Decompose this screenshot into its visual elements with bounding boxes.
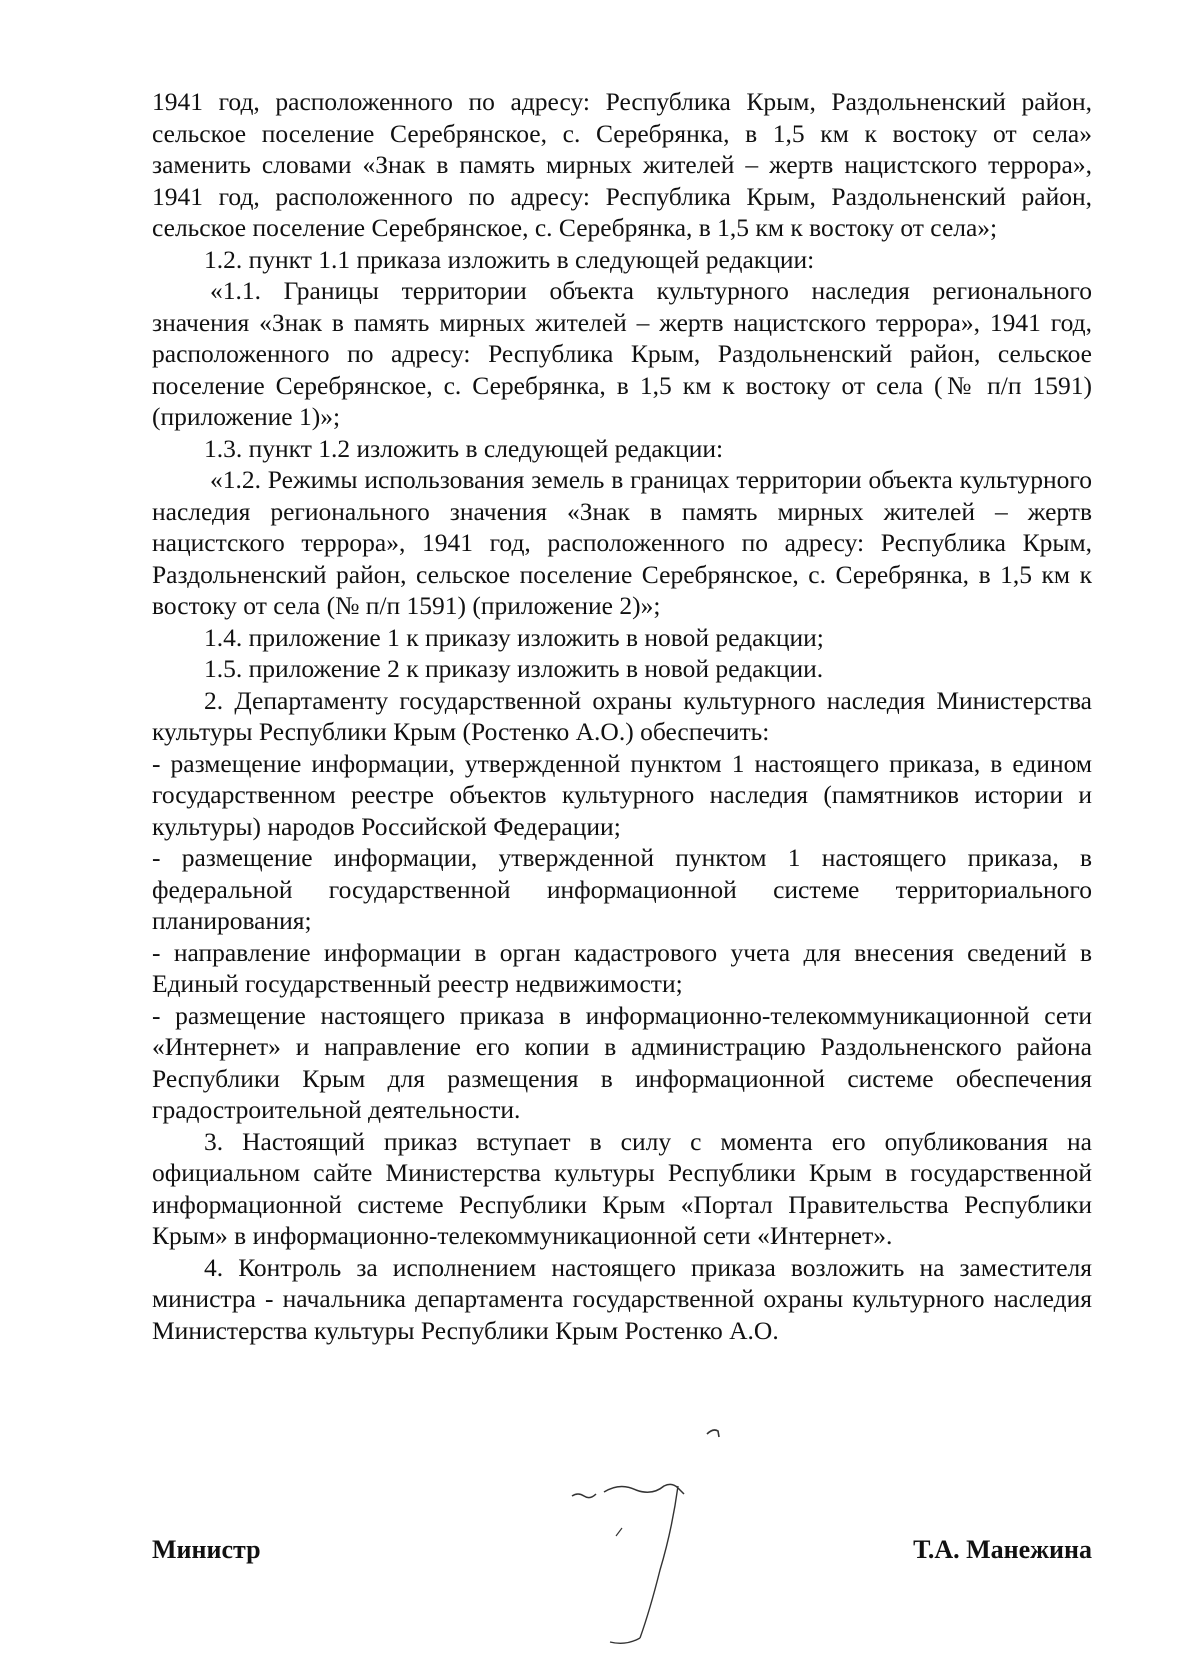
bullet-cadastre: - направление информации в орган кадастрового учета для внесения сведений в Единый государственный реестр недвижимости; — [152, 937, 1092, 998]
document-body — [152, 86, 1092, 1346]
paragraph-item-1-3: 1.3. пункт 1.2 изложить в следующей редакции: — [204, 433, 724, 463]
signature-block — [152, 1535, 1092, 1575]
paragraph-item-1-4: 1.4. приложение 1 к приказу изложить в новой редакции; — [204, 622, 824, 652]
paragraph-quote-1-2: «1.2. Режимы использования земель в границах территории объекта культурного наследия регионального значения «Знак в память мирных жителей – жертв нацистского террора», 1941 год, расположенного по адресу: Республика Крым, Раздольненский район, сельское поселение Серебрянское, с. Серебрянка, в 1,5 км к востоку от села (№ п/п 1591) (приложение 2)»; — [152, 465, 1092, 620]
paragraph-item-1-5: 1.5. приложение 2 к приказу изложить в новой редакции. — [204, 654, 824, 683]
signatory-name: Т.А. Манежина — [913, 1535, 1092, 1564]
paragraph-item-1-2: 1.2. пункт 1.1 приказа изложить в следующей редакции: — [204, 244, 815, 274]
bullet-internet: - размещение настоящего приказа в информационно-телекоммуникационной сети «Интернет» и направление его копии в администрацию Раздольненского района Республики Крым для размещения в информационной системе обеспечения градостроительной деятельности. — [152, 1000, 1092, 1124]
paragraph-continuation: 1941 год, расположенного по адресу: Республика Крым, Раздольненский район, сельское поселение Серебрянское, с. Серебрянка, в 1,5 км к востоку от села» заменить словами «Знак в память мирных жителей – жертв нацистского террора», 1941 год, расположенного по адресу: Республика Крым, Раздольненский район, сельское поселение Серебрянское, с. Серебрянка, в 1,5 км к востоку от села»; — [152, 87, 1092, 242]
bullet-registry: - размещение информации, утвержденной пунктом 1 настоящего приказа, в едином государственном реестре объектов культурного наследия (памятников истории и культуры) народов Российской Федерации; — [152, 748, 1092, 841]
paragraph-quote-1-1: «1.1. Границы территории объекта культурного наследия регионального значения «Знак в память мирных жителей – жертв нацистского террора», 1941 год, расположенного по адресу: Республика Крым, Раздольненский район, сельское поселение Серебрянское, с. Серебрянка, в 1,5 км к востоку от села (№ п/п 1591) (приложение 1)»; — [152, 276, 1092, 431]
paragraph-item-2: 2. Департаменту государственной охраны культурного наследия Министерства культуры Республики Крым (Ростенко А.О.) обеспечить: — [152, 685, 1092, 746]
bullet-planning-system: - размещение информации, утвержденной пунктом 1 настоящего приказа, в федеральной государственной информационной системе территориального планирования; — [152, 843, 1092, 935]
paragraph-item-3: 3. Настоящий приказ вступает в силу с момента его опубликования на официальном сайте Министерства культуры Республики Крым в государственной информационной системе Республики Крым «Портал Правительства Республики Крым» в информационно-телекоммуникационной сети «Интернет». — [152, 1126, 1092, 1250]
paragraph-item-4: 4. Контроль за исполнением настоящего приказа возложить на заместителя министра - начальника департамента государственной охраны культурного наследия Министерства культуры Республики Крым Ростенко А.О. — [152, 1252, 1092, 1345]
signatory-title: Министр — [152, 1535, 261, 1564]
